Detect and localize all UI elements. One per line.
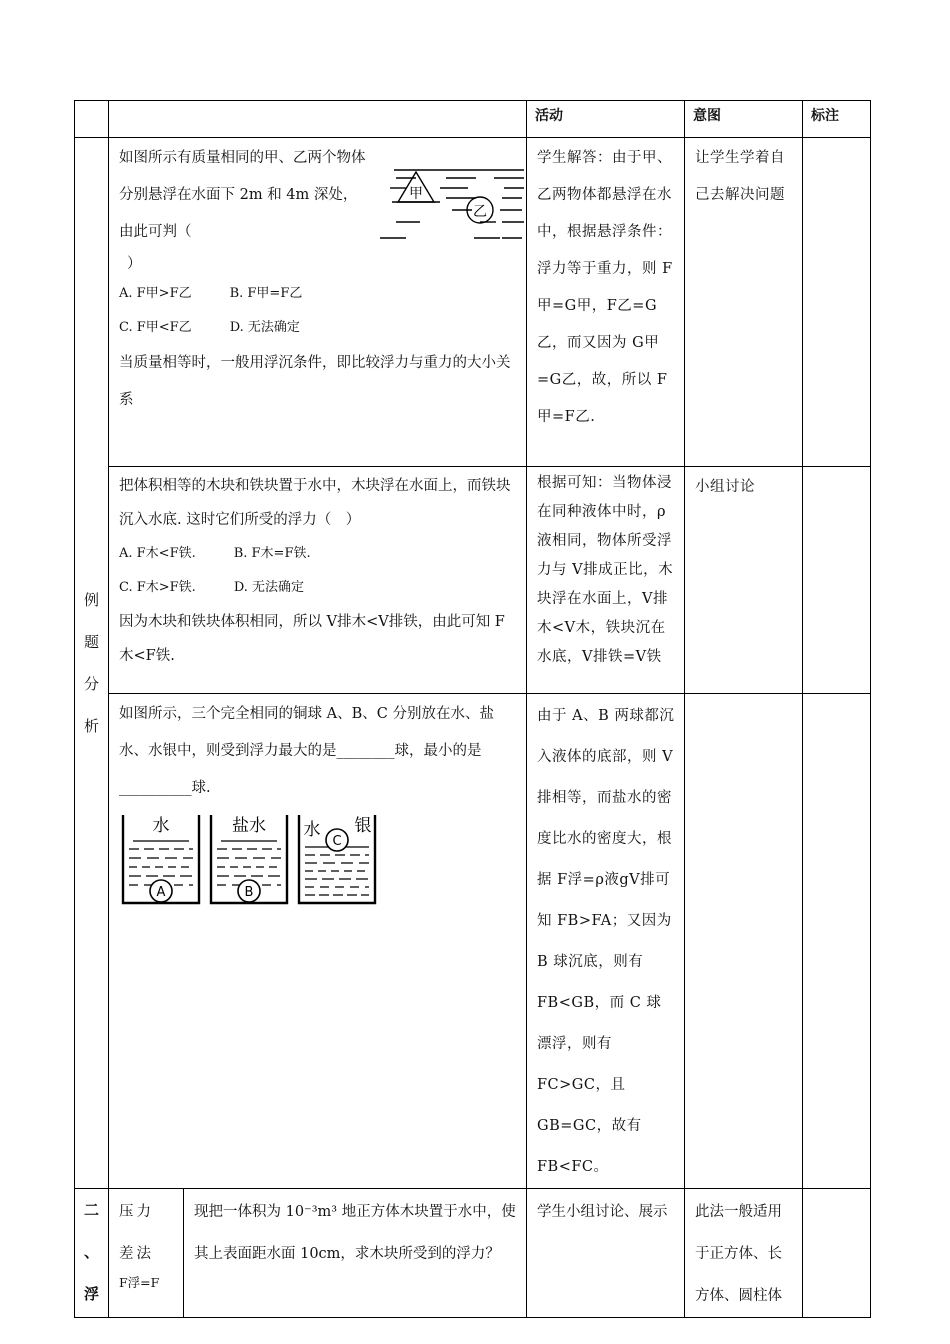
- beaker3-label-right: 银: [354, 816, 372, 836]
- q3-beakers-figure: [119, 811, 381, 911]
- beaker2-label: 盐水: [232, 816, 266, 836]
- ball-b-label: B: [244, 885, 254, 900]
- q2-options-row-2: [119, 571, 518, 605]
- q3-question-cell: [109, 694, 527, 1189]
- q1-options-row-1: [119, 277, 518, 311]
- section2-activity-cell: [527, 1189, 685, 1318]
- q1-option-a[interactable]: A. F甲>F乙: [119, 286, 192, 301]
- q1-intent-cell: [685, 138, 803, 467]
- ball-a-label: A: [156, 885, 166, 900]
- section2-question: 现把一体积为 10⁻³m³ 地正方体木块置于水中，使其上表面距水面 10cm，求木块所受到的浮力？: [194, 1204, 516, 1262]
- q2-option-c[interactable]: C. F木>F铁.: [119, 580, 196, 595]
- section2-note-cell: [803, 1189, 871, 1318]
- beaker3-label-left: 水: [303, 820, 321, 840]
- q1-activity: 学生解答：由于甲、乙两物体都悬浮在水中，根据悬浮条件：浮力等于重力，则 F甲=G甲，F乙=G乙，而又因为 G甲=G乙，故，所以 F甲=F乙.: [537, 150, 673, 425]
- q2-question-text: 把体积相等的木块和铁块置于水中，木块浮在水面上，而铁块沉入水底. 这时它们所受的浮力（ ）: [119, 478, 511, 528]
- q3-question-text: 如图所示，三个完全相同的铜球 A、B、C 分别放在水、盐水、水银中，则受到浮力最大的是________球，最小的是__________球.: [119, 706, 494, 796]
- fig-jia-label: 甲: [409, 186, 423, 202]
- header-blank-1: [75, 101, 109, 138]
- header-note: 标注: [803, 101, 871, 138]
- q2-row: [75, 467, 871, 694]
- q1-options-row-2: [119, 311, 518, 345]
- q2-analysis: 因为木块和铁块体积相同，所以 V排木<V排铁，由此可知 F木<F铁.: [119, 614, 505, 664]
- q2-activity: 根据可知：当物体浸在同种液体中时，ρ液相同，物体所受浮力与 V排成正比，木块浮在水面上，V排木<V木，铁块沉在水底，V排铁=V铁: [537, 475, 674, 665]
- method-cell: [109, 1189, 184, 1318]
- q1-question-cell: [109, 138, 527, 467]
- q2-question-cell: [109, 467, 527, 694]
- q2-option-d[interactable]: D. 无法确定: [233, 580, 305, 595]
- q1-intent: 让学生学着自己去解决问题: [695, 150, 785, 203]
- q2-option-b[interactable]: B. F木=F铁.: [233, 546, 311, 561]
- header-row: [75, 101, 871, 138]
- q1-row: [75, 138, 871, 467]
- q2-note-cell: [803, 467, 871, 694]
- q2-options-row-1: [119, 537, 518, 571]
- section2-intent-cell: [685, 1189, 803, 1318]
- section-label-buoyancy: 二 、 浮: [75, 1189, 109, 1318]
- q3-intent-cell: [685, 694, 803, 1189]
- q1-activity-cell: [527, 138, 685, 467]
- q3-activity-cell: [527, 694, 685, 1189]
- header-intent: 意图: [685, 101, 803, 138]
- section-label-examples: 例 题 分 析: [75, 138, 109, 1189]
- q1-option-b[interactable]: B. F甲=F乙: [229, 286, 303, 301]
- q1-note-cell: [803, 138, 871, 467]
- q2-activity-cell: [527, 467, 685, 694]
- section2-intent: 此法一般适用于正方体、长方体、圆柱体: [695, 1204, 782, 1304]
- section2-activity: 学生小组讨论、展示: [537, 1204, 668, 1220]
- section2-question-cell: [184, 1189, 527, 1318]
- q1-analysis: 当质量相等时，一般用浮沉条件，即比较浮力与重力的大小关系: [119, 355, 511, 408]
- q1-option-d[interactable]: D. 无法确定: [229, 320, 300, 335]
- q2-intent-cell: [685, 467, 803, 694]
- q3-row: [75, 694, 871, 1189]
- header-activity: 活动: [527, 101, 685, 138]
- q1-question-close: ）: [127, 256, 142, 272]
- header-blank-2: [109, 101, 527, 138]
- q1-question-text: 如图所示有质量相同的甲、乙两个物体分别悬浮在水面下 2m 和 4m 深处，由此可判（: [119, 150, 366, 240]
- method-formula: F浮=F: [119, 1275, 160, 1290]
- method-label: 压力差法: [119, 1204, 154, 1262]
- q2-intent: 小组讨论: [695, 479, 755, 495]
- q3-activity: 由于 A、B 两球都沉入液体的底部，则 V排相等，而盐水的密度比水的密度大，根据 F浮=ρ液gV排可知 FB>FA；又因为 B 球沉底，则有 FB<GB，而 C 球漂浮，则有 FC>GC，且 GB=GC，故有 FB<FC。: [537, 708, 675, 1175]
- lesson-table-wrapper: [74, 100, 871, 1318]
- q2-option-a[interactable]: A. F木<F铁.: [119, 546, 196, 561]
- q1-figure: [376, 166, 526, 246]
- lesson-table: [74, 100, 871, 1318]
- q3-note-cell: [803, 694, 871, 1189]
- beaker1-label: 水: [152, 816, 170, 836]
- q1-option-c[interactable]: C. F甲<F乙: [119, 320, 192, 335]
- fig-yi-label: 乙: [473, 204, 487, 220]
- section2-row: [75, 1189, 871, 1318]
- ball-c-label: C: [332, 834, 342, 849]
